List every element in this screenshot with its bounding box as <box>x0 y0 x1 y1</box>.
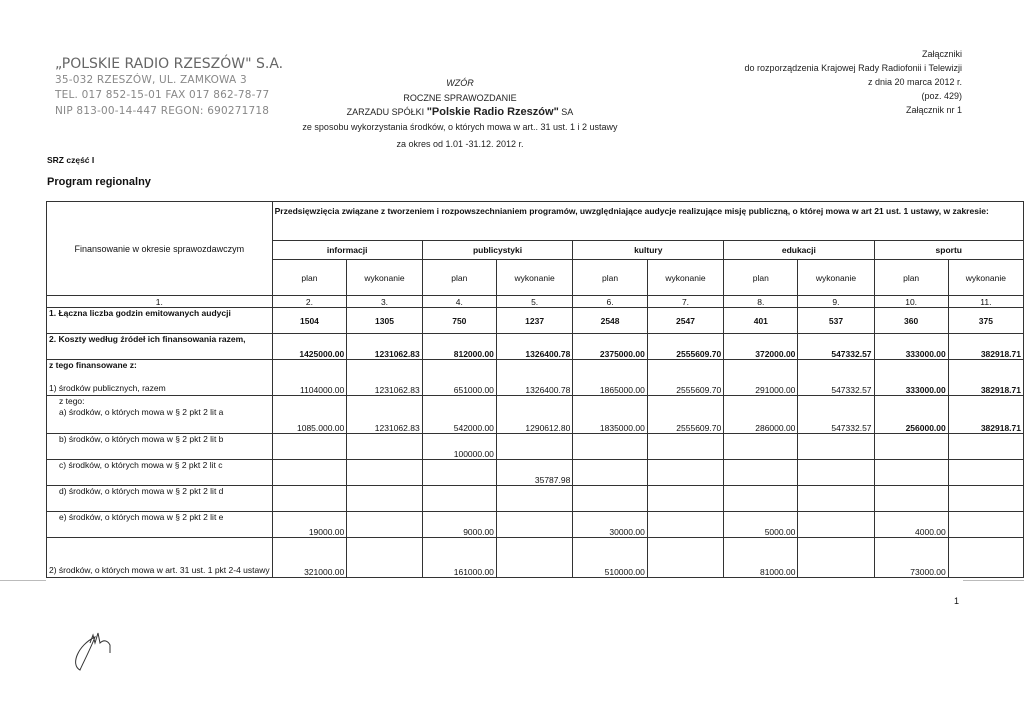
cell: 9000.00 <box>422 511 496 537</box>
cell <box>647 537 723 577</box>
table-row <box>47 511 1024 537</box>
sub-header-plan: plan <box>272 260 347 296</box>
annex-line: do rozporządzenia Krajowej Rady Radiofonii i Telewizji <box>744 63 962 73</box>
annex-line: Załączniki <box>921 49 962 59</box>
cell <box>272 433 347 459</box>
report-subtitle: ze sposobu wykorzystania środków, o których mowa w art.. 31 ust. 1 i 2 ustawy <box>302 122 618 132</box>
report-table <box>46 201 1024 578</box>
column-number: 7. <box>647 296 723 308</box>
sub-header-plan: plan <box>874 260 948 296</box>
column-number-row <box>47 296 1024 308</box>
table-row <box>47 360 1024 396</box>
cell: 1237 <box>496 308 572 334</box>
column-number: 3. <box>347 296 422 308</box>
top-header: Przedsięwzięcia związane z tworzeniem i rozpowszechnianiem programów, uwzględniające audycje realizujące misję publiczną, o której mowa w art 21 ust. 1 ustawy, w zakresie: <box>272 202 1023 241</box>
cell: 1085.000.00 <box>272 395 347 433</box>
report-company-name: "Polskie Radio Rzeszów" <box>426 106 559 118</box>
cell: 651000.00 <box>422 360 496 396</box>
cell <box>798 485 874 511</box>
category-header: publicystyki <box>422 241 573 260</box>
report-company-suffix: SA <box>561 107 574 117</box>
cell: 382918.71 <box>948 395 1023 433</box>
column-number: 1. <box>47 296 273 308</box>
table-row <box>47 308 1024 334</box>
cell <box>948 537 1023 577</box>
cell: 1326400.78 <box>496 334 572 360</box>
cell: 1231062.83 <box>347 360 422 396</box>
row-label <box>47 395 273 433</box>
wzor-label: WZÓR <box>446 78 474 88</box>
cell <box>496 537 572 577</box>
cell <box>647 433 723 459</box>
column-number: 5. <box>496 296 572 308</box>
cell <box>647 511 723 537</box>
cell <box>948 459 1023 485</box>
report-period: za okres od 1.01 -31.12. 2012 r. <box>396 139 524 149</box>
cell: 382918.71 <box>948 360 1023 396</box>
column-number: 8. <box>724 296 798 308</box>
cell: 5000.00 <box>724 511 798 537</box>
row-label-heading: z tego finansowane z: <box>49 360 137 370</box>
signature <box>60 625 120 680</box>
cell <box>573 459 648 485</box>
table-row <box>47 334 1024 360</box>
cell: 1104000.00 <box>272 360 347 396</box>
cell <box>874 459 948 485</box>
cell: 2555609.70 <box>647 334 723 360</box>
cell: 2548 <box>573 308 648 334</box>
cell <box>573 485 648 511</box>
row-label-text: a) środków, o których mowa w § 2 pkt 2 lit a <box>59 407 224 417</box>
cell: 510000.00 <box>573 537 648 577</box>
scan-line <box>963 580 1024 581</box>
cell <box>647 485 723 511</box>
row-header: Finansowanie w okresie sprawozdawczym <box>47 202 273 296</box>
part-label: SRZ część I <box>47 155 95 165</box>
cell <box>347 537 422 577</box>
cell <box>724 485 798 511</box>
column-number: 2. <box>272 296 347 308</box>
cell: 372000.00 <box>724 334 798 360</box>
program-label: Program regionalny <box>47 176 151 188</box>
row-label: 2. Koszty według źródeł ich finansowania razem, <box>47 334 273 360</box>
cell <box>496 433 572 459</box>
row-label-heading: z tego: <box>59 395 85 406</box>
cell <box>798 511 874 537</box>
cell: 2547 <box>647 308 723 334</box>
cell: 161000.00 <box>422 537 496 577</box>
annex-note <box>745 47 962 117</box>
cell: 547332.57 <box>798 395 874 433</box>
report-title: ROCZNE SPRAWOZDANIE <box>403 93 517 103</box>
cell: 100000.00 <box>422 433 496 459</box>
cell: 30000.00 <box>573 511 648 537</box>
sub-header-wykonanie: wykonanie <box>798 260 874 296</box>
cell: 1326400.78 <box>496 360 572 396</box>
cell <box>874 433 948 459</box>
cell <box>573 433 648 459</box>
cell <box>874 485 948 511</box>
cell: 2375000.00 <box>573 334 648 360</box>
category-header: sportu <box>874 241 1023 260</box>
cell <box>496 511 572 537</box>
cell: 286000.00 <box>724 395 798 433</box>
cell: 73000.00 <box>874 537 948 577</box>
cell: 1231062.83 <box>347 334 422 360</box>
sub-header-wykonanie: wykonanie <box>347 260 422 296</box>
cell <box>724 459 798 485</box>
category-header: kultury <box>573 241 724 260</box>
sub-header-plan: plan <box>724 260 798 296</box>
cell: 360 <box>874 308 948 334</box>
cell: 547332.57 <box>798 360 874 396</box>
row-label <box>47 360 273 396</box>
category-header: informacji <box>272 241 422 260</box>
cell: 1305 <box>347 308 422 334</box>
sub-header-wykonanie: wykonanie <box>647 260 723 296</box>
report-company-prefix: ZARZADU SPÓŁKI <box>346 107 425 117</box>
cell: 812000.00 <box>422 334 496 360</box>
column-number: 4. <box>422 296 496 308</box>
cell <box>798 459 874 485</box>
company-name: „POLSKIE RADIO RZESZÓW" S.A. <box>55 56 284 72</box>
cell: 401 <box>724 308 798 334</box>
annex-line: Załącznik nr 1 <box>905 105 962 115</box>
cell: 81000.00 <box>724 537 798 577</box>
row-label: d) środków, o których mowa w § 2 pkt 2 lit d <box>47 485 273 511</box>
cell <box>647 459 723 485</box>
company-address: 35-032 RZESZÓW, UL. ZAMKOWA 3 <box>55 73 247 86</box>
company-ids: NIP 813-00-14-447 REGON: 690271718 <box>55 104 270 117</box>
cell: 321000.00 <box>272 537 347 577</box>
cell <box>347 459 422 485</box>
cell: 1290612.80 <box>496 395 572 433</box>
cell: 4000.00 <box>874 511 948 537</box>
row-label: 1. Łączna liczba godzin emitowanych audycji <box>47 308 273 334</box>
cell: 333000.00 <box>874 360 948 396</box>
column-number: 11. <box>948 296 1023 308</box>
cell <box>272 485 347 511</box>
cell: 19000.00 <box>272 511 347 537</box>
cell: 542000.00 <box>422 395 496 433</box>
row-label: 2) środków, o których mowa w art. 31 ust. 1 pkt 2-4 ustawy <box>47 537 273 577</box>
cell: 2555609.70 <box>647 395 723 433</box>
table-row <box>47 485 1024 511</box>
page-number: 1 <box>954 596 960 606</box>
scan-line <box>0 580 46 581</box>
column-number: 10. <box>874 296 948 308</box>
cell <box>347 485 422 511</box>
cell: 333000.00 <box>874 334 948 360</box>
cell <box>948 485 1023 511</box>
row-label: e) środków, o których mowa w § 2 pkt 2 lit e <box>47 511 273 537</box>
cell: 382918.71 <box>948 334 1023 360</box>
sub-header-plan: plan <box>573 260 648 296</box>
cell: 1835000.00 <box>573 395 648 433</box>
sub-header-plan: plan <box>422 260 496 296</box>
cell <box>347 511 422 537</box>
category-header: edukacji <box>724 241 874 260</box>
cell: 537 <box>798 308 874 334</box>
row-label-text: 1) środków publicznych, razem <box>49 383 166 393</box>
column-number: 6. <box>573 296 648 308</box>
cell: 1231062.83 <box>347 395 422 433</box>
cell <box>347 433 422 459</box>
report-company-line <box>200 106 720 118</box>
column-number: 9. <box>798 296 874 308</box>
cell: 750 <box>422 308 496 334</box>
company-phone: TEL. 017 852-15-01 FAX 017 862-78-77 <box>55 89 270 101</box>
table-row <box>47 433 1024 459</box>
cell <box>948 433 1023 459</box>
cell: 35787.98 <box>496 459 572 485</box>
cell <box>272 459 347 485</box>
cell <box>496 485 572 511</box>
cell: 1425000.00 <box>272 334 347 360</box>
cell <box>422 485 496 511</box>
cell <box>724 433 798 459</box>
table-row <box>47 537 1024 577</box>
cell: 1504 <box>272 308 347 334</box>
cell <box>948 511 1023 537</box>
cell: 547332.57 <box>798 334 874 360</box>
cell: 375 <box>948 308 1023 334</box>
annex-line: (poz. 429) <box>921 91 962 101</box>
cell <box>422 459 496 485</box>
cell: 1865000.00 <box>573 360 648 396</box>
cell: 291000.00 <box>724 360 798 396</box>
table-row <box>47 459 1024 485</box>
sub-header-wykonanie: wykonanie <box>496 260 572 296</box>
cell: 256000.00 <box>874 395 948 433</box>
sub-header-wykonanie: wykonanie <box>948 260 1023 296</box>
cell <box>798 537 874 577</box>
table-row <box>47 395 1024 433</box>
cell: 2555609.70 <box>647 360 723 396</box>
annex-line: z dnia 20 marca 2012 r. <box>867 77 962 87</box>
row-label: b) środków, o których mowa w § 2 pkt 2 lit b <box>47 433 273 459</box>
row-label: c) środków, o których mowa w § 2 pkt 2 lit c <box>47 459 273 485</box>
cell <box>798 433 874 459</box>
